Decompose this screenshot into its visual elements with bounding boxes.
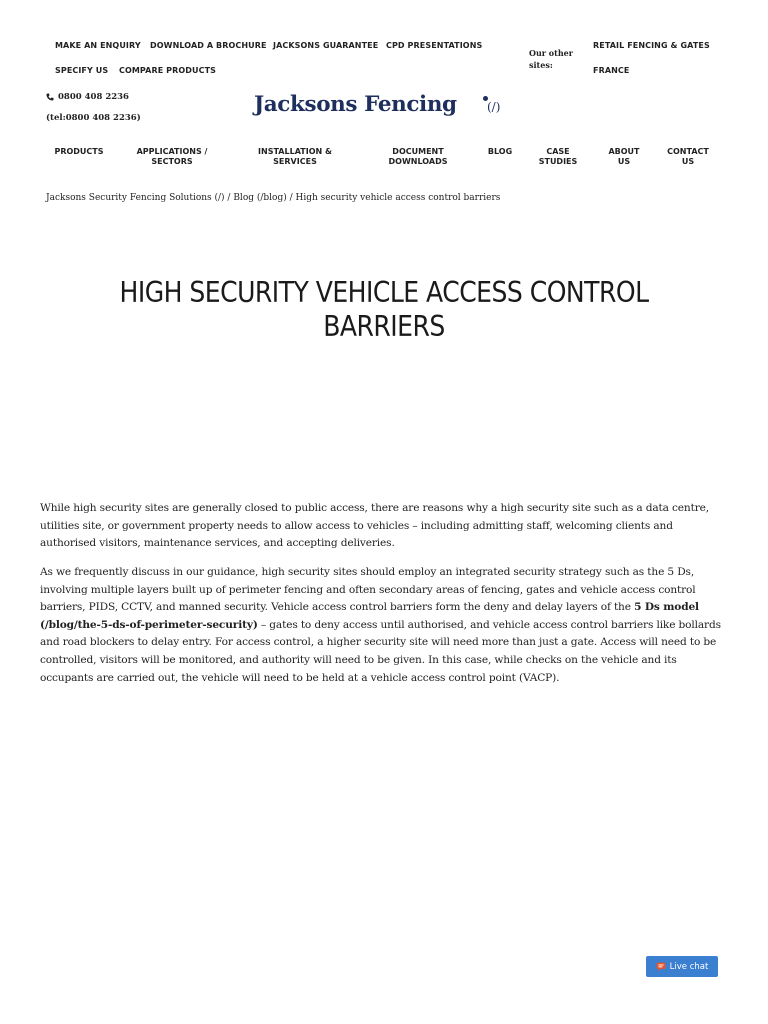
article-paragraph-2 xyxy=(40,564,730,687)
nav-installation-label-2: SERVICES xyxy=(273,157,317,166)
cpd-presentations-link[interactable]: CPD PRESENTATIONS xyxy=(386,41,483,50)
breadcrumb[interactable]: Jacksons Security Fencing Solutions (/) / Blog (/blog) / High security vehicle access control barriers xyxy=(46,193,501,203)
nav-case-studies-label-1: CASE xyxy=(546,147,570,156)
nav-contact-label-1: CONTACT xyxy=(667,147,709,156)
nav-products-label: PRODUCTS xyxy=(54,147,104,156)
retail-fencing-link[interactable]: RETAIL FENCING & GATES xyxy=(593,41,710,50)
nav-products[interactable] xyxy=(50,147,108,157)
nav-contact-us[interactable] xyxy=(662,147,714,167)
phone-icon xyxy=(46,93,54,101)
nav-document-downloads[interactable] xyxy=(377,147,459,167)
france-link[interactable]: FRANCE xyxy=(593,66,630,75)
jacksons-fencing-logo[interactable]: Jacksons Fencing xyxy=(254,92,457,117)
nav-blog[interactable] xyxy=(482,147,518,157)
other-sites-label-line2: sites: xyxy=(529,60,553,70)
live-chat-label: Live chat xyxy=(669,961,709,972)
logo-link-text[interactable]: (/) xyxy=(487,100,501,114)
nav-documents-label-1: DOCUMENT xyxy=(392,147,444,156)
nav-documents-label-2: DOWNLOADS xyxy=(388,157,448,166)
nav-applications-sectors[interactable] xyxy=(130,147,214,167)
nav-case-studies-label-2: STUDIES xyxy=(538,157,578,166)
nav-blog-label: BLOG xyxy=(487,147,513,156)
tel-link[interactable]: (tel:0800 408 2236) xyxy=(46,113,141,123)
five-ds-model-link[interactable]: 5 Ds model (/blog/the-5-ds-of-perimeter-security) xyxy=(40,601,699,631)
nav-applications-label-2: SECTORS xyxy=(151,157,193,166)
nav-contact-label-2: US xyxy=(681,157,695,166)
phone-text: 0800 408 2236 xyxy=(58,92,129,102)
speech-bubble-icon xyxy=(656,962,666,972)
page-title-line2: BARRIERS xyxy=(323,310,445,343)
phone-number[interactable] xyxy=(46,92,129,102)
nav-about-label-1: ABOUT xyxy=(608,147,640,156)
make-enquiry-link[interactable]: MAKE AN ENQUIRY xyxy=(55,41,141,50)
nav-installation-services[interactable] xyxy=(250,147,340,167)
nav-applications-label-1: APPLICATIONS / xyxy=(136,147,208,156)
compare-products-link[interactable]: COMPARE PRODUCTS xyxy=(119,66,217,75)
jacksons-guarantee-link[interactable]: JACKSONS GUARANTEE xyxy=(273,41,379,50)
nav-case-studies[interactable] xyxy=(534,147,582,167)
nav-about-us[interactable] xyxy=(602,147,646,167)
nav-about-label-2: US xyxy=(617,157,631,166)
download-brochure-link[interactable]: DOWNLOAD A BROCHURE xyxy=(150,41,267,50)
article-paragraph-2-end: – gates to deny access until authorised, and vehicle access control barriers like bollards and road blockers to delay entry. For access control, a higher security site will need more than just a gate. Access will need to be controlled, visitors will be monitored, and authority will need to be given. In this case, while checks on the vehicle and its occupants are carried out, the vehicle will need to be held at a vehicle access control point (VACP). xyxy=(40,618,721,684)
page-title xyxy=(81,276,686,344)
nav-installation-label-1: INSTALLATION & xyxy=(258,147,332,156)
live-chat-button[interactable] xyxy=(646,956,718,977)
other-sites-label-line1: Our other xyxy=(529,48,573,58)
article-paragraph-1: While high security sites are generally closed to public access, there are reasons why a high security site such as a data centre, utilities site, or government property needs to allow access to vehicles – including admitting staff, welcoming clients and authorised visitors, maintenance services, and accepting deliveries. xyxy=(40,502,709,550)
specify-us-link[interactable]: SPECIFY US xyxy=(55,66,109,75)
other-sites-label xyxy=(529,47,573,71)
article-paragraph-2-start: As we frequently discuss in our guidance, high security sites should employ an integrated security strategy such as the 5 Ds, involving multiple layers built up of perimeter fencing and often secondary areas of fencing, gates and vehicle access control barriers, PIDS, CCTV, and manned security. Vehicle access control barriers form the deny and delay layers of the xyxy=(40,566,696,614)
page-title-line1: HIGH SECURITY VEHICLE ACCESS CONTROL xyxy=(119,276,649,309)
